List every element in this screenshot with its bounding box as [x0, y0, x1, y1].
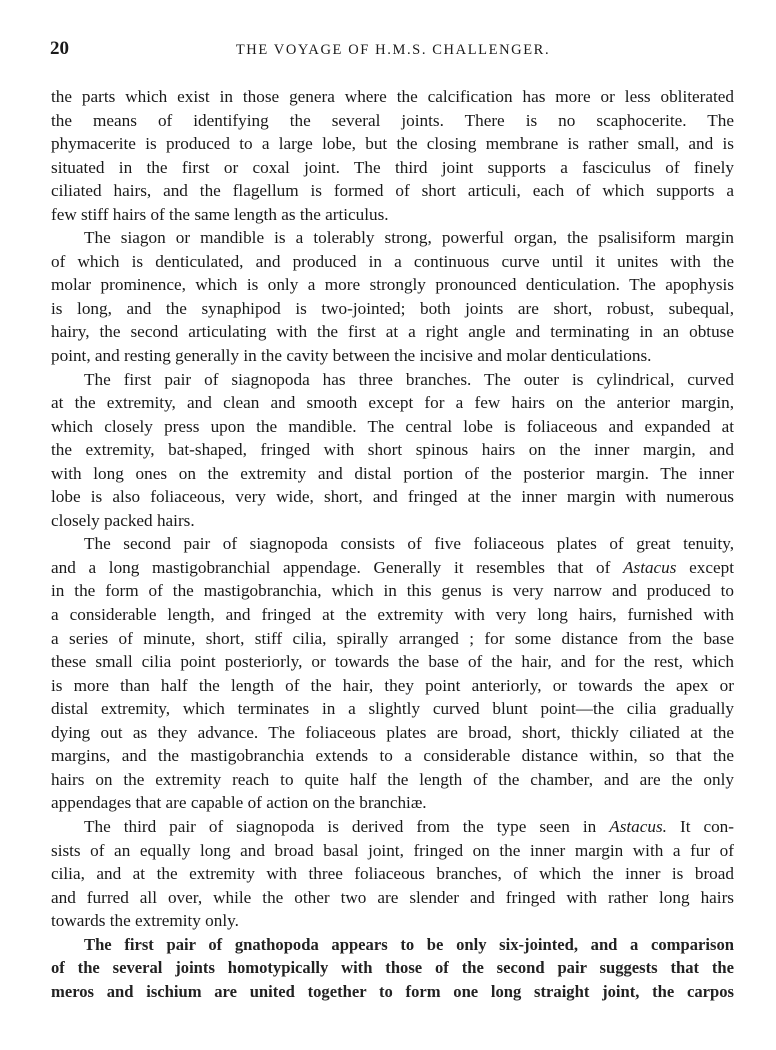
- text-segment: The third pair of siagnopoda is derived from the type seen in: [84, 816, 610, 836]
- text-line: the means of identifying the several joints. There is no scaphocerite. The: [51, 110, 734, 130]
- paragraph: [51, 815, 734, 933]
- italic-genus-name: Astacus: [623, 557, 677, 577]
- text-line: [51, 556, 734, 580]
- text-segment: It con-: [666, 816, 734, 836]
- text-line: is long, and the synaphipod is two-jointed; both joints are short, robust, subequal,: [51, 298, 734, 318]
- text-line: dying out as they advance. The foliaceous plates are broad, short, thickly ciliated at the: [51, 722, 734, 742]
- running-title: THE VOYAGE OF H.M.S. CHALLENGER.: [235, 42, 551, 58]
- paragraph: [51, 368, 734, 533]
- text-line: which closely press upon the mandible. The central lobe is foliaceous and expanded at: [51, 416, 734, 436]
- paragraph: [51, 226, 734, 367]
- paragraph: [51, 85, 734, 226]
- text-line: sists of an equally long and broad basal joint, fringed on the inner margin with a fur of: [51, 840, 734, 860]
- text-line: The second pair of siagnopoda consists of five foliaceous plates of great tenuity,: [84, 534, 734, 554]
- text-line: The first pair of siagnopoda has three branches. The outer is cylindrical, curved: [84, 369, 734, 389]
- text-line: phymacerite is produced to a large lobe, but the closing membrane is rather small, and is: [51, 134, 734, 154]
- text-line: margins, and the mastigobranchia extends to a considerable distance within, so that the: [51, 746, 734, 766]
- text-line: ciliated hairs, and the flagellum is formed of short articuli, each of which supports a: [51, 181, 734, 201]
- text-line: the parts which exist in those genera where the calcification has more or less obliterated: [51, 87, 734, 106]
- text-segment: except: [676, 557, 734, 577]
- text-line: cilia, and at the extremity with three foliaceous branches, of which the inner is broad: [51, 864, 734, 884]
- text-line: a series of minute, short, stiff cilia, spirally arranged ; for some distance from the base: [51, 628, 734, 648]
- italic-genus-name: Astacus.: [609, 816, 667, 836]
- text-line: a considerable length, and fringed at the extremity with very long hairs, furnished with: [51, 605, 734, 625]
- text-line: of which is denticulated, and produced in a continuous curve until it unites with the: [51, 251, 734, 271]
- text-line: towards the extremity only.: [51, 911, 239, 931]
- text-line: molar prominence, which is only a more strongly pronounced denticulation. The apophysis: [51, 275, 734, 295]
- paragraph: [51, 933, 734, 1004]
- text-line: and furred all over, while the other two are slender and fringed with rather long hairs: [51, 887, 734, 907]
- text-line: [51, 815, 734, 839]
- text-line: at the extremity, and clean and smooth except for a few hairs on the anterior margin,: [51, 393, 734, 413]
- text-line: The first pair of gnathopoda appears to be only six-jointed, and a comparison: [84, 934, 734, 954]
- text-line: closely packed hairs.: [51, 510, 195, 530]
- text-line: meros and ischium are united together to form one long straight joint, the carpos: [51, 981, 734, 1001]
- text-line: hairy, the second articulating with the first at a right angle and terminating in an obtuse: [51, 322, 734, 342]
- text-line: the extremity, bat-shaped, fringed with short spinous hairs on the inner margin, and: [51, 440, 734, 460]
- text-segment: and a long mastigobranchial appendage. Generally it resembles that of: [51, 557, 623, 577]
- text-line: is more than half the length of the hair, they point anteriorly, or towards the apex or: [51, 675, 734, 695]
- text-line: situated in the first or coxal joint. The third joint supports a fasciculus of finely: [51, 157, 734, 177]
- text-line: in the form of the mastigobranchia, which in this genus is very narrow and produced to: [51, 581, 734, 601]
- text-line: these small cilia point posteriorly, or towards the base of the hair, and for the rest, which: [51, 652, 734, 672]
- text-line: with long ones on the extremity and distal portion of the posterior margin. The inner: [51, 463, 734, 483]
- paragraph: [51, 532, 734, 815]
- text-line: distal extremity, which terminates in a slightly curved blunt point—the cilia gradually: [51, 699, 734, 719]
- text-line: point, and resting generally in the cavity between the incisive and molar denticulations.: [51, 346, 652, 366]
- text-line: of the several joints homotypically with those of the second pair suggests that the: [51, 958, 734, 978]
- text-line: The siagon or mandible is a tolerably strong, powerful organ, the psalisiform margin: [84, 228, 734, 248]
- text-line: few stiff hairs of the same length as the articulus.: [51, 204, 389, 224]
- page-number: 20: [50, 38, 69, 59]
- text-line: lobe is also foliaceous, very wide, short, and fringed at the inner margin with numerous: [51, 487, 734, 507]
- text-line: appendages that are capable of action on the branchiæ.: [51, 793, 427, 813]
- body-text: [51, 85, 734, 1003]
- text-line: hairs on the extremity reach to quite half the length of the chamber, and are the only: [51, 769, 734, 789]
